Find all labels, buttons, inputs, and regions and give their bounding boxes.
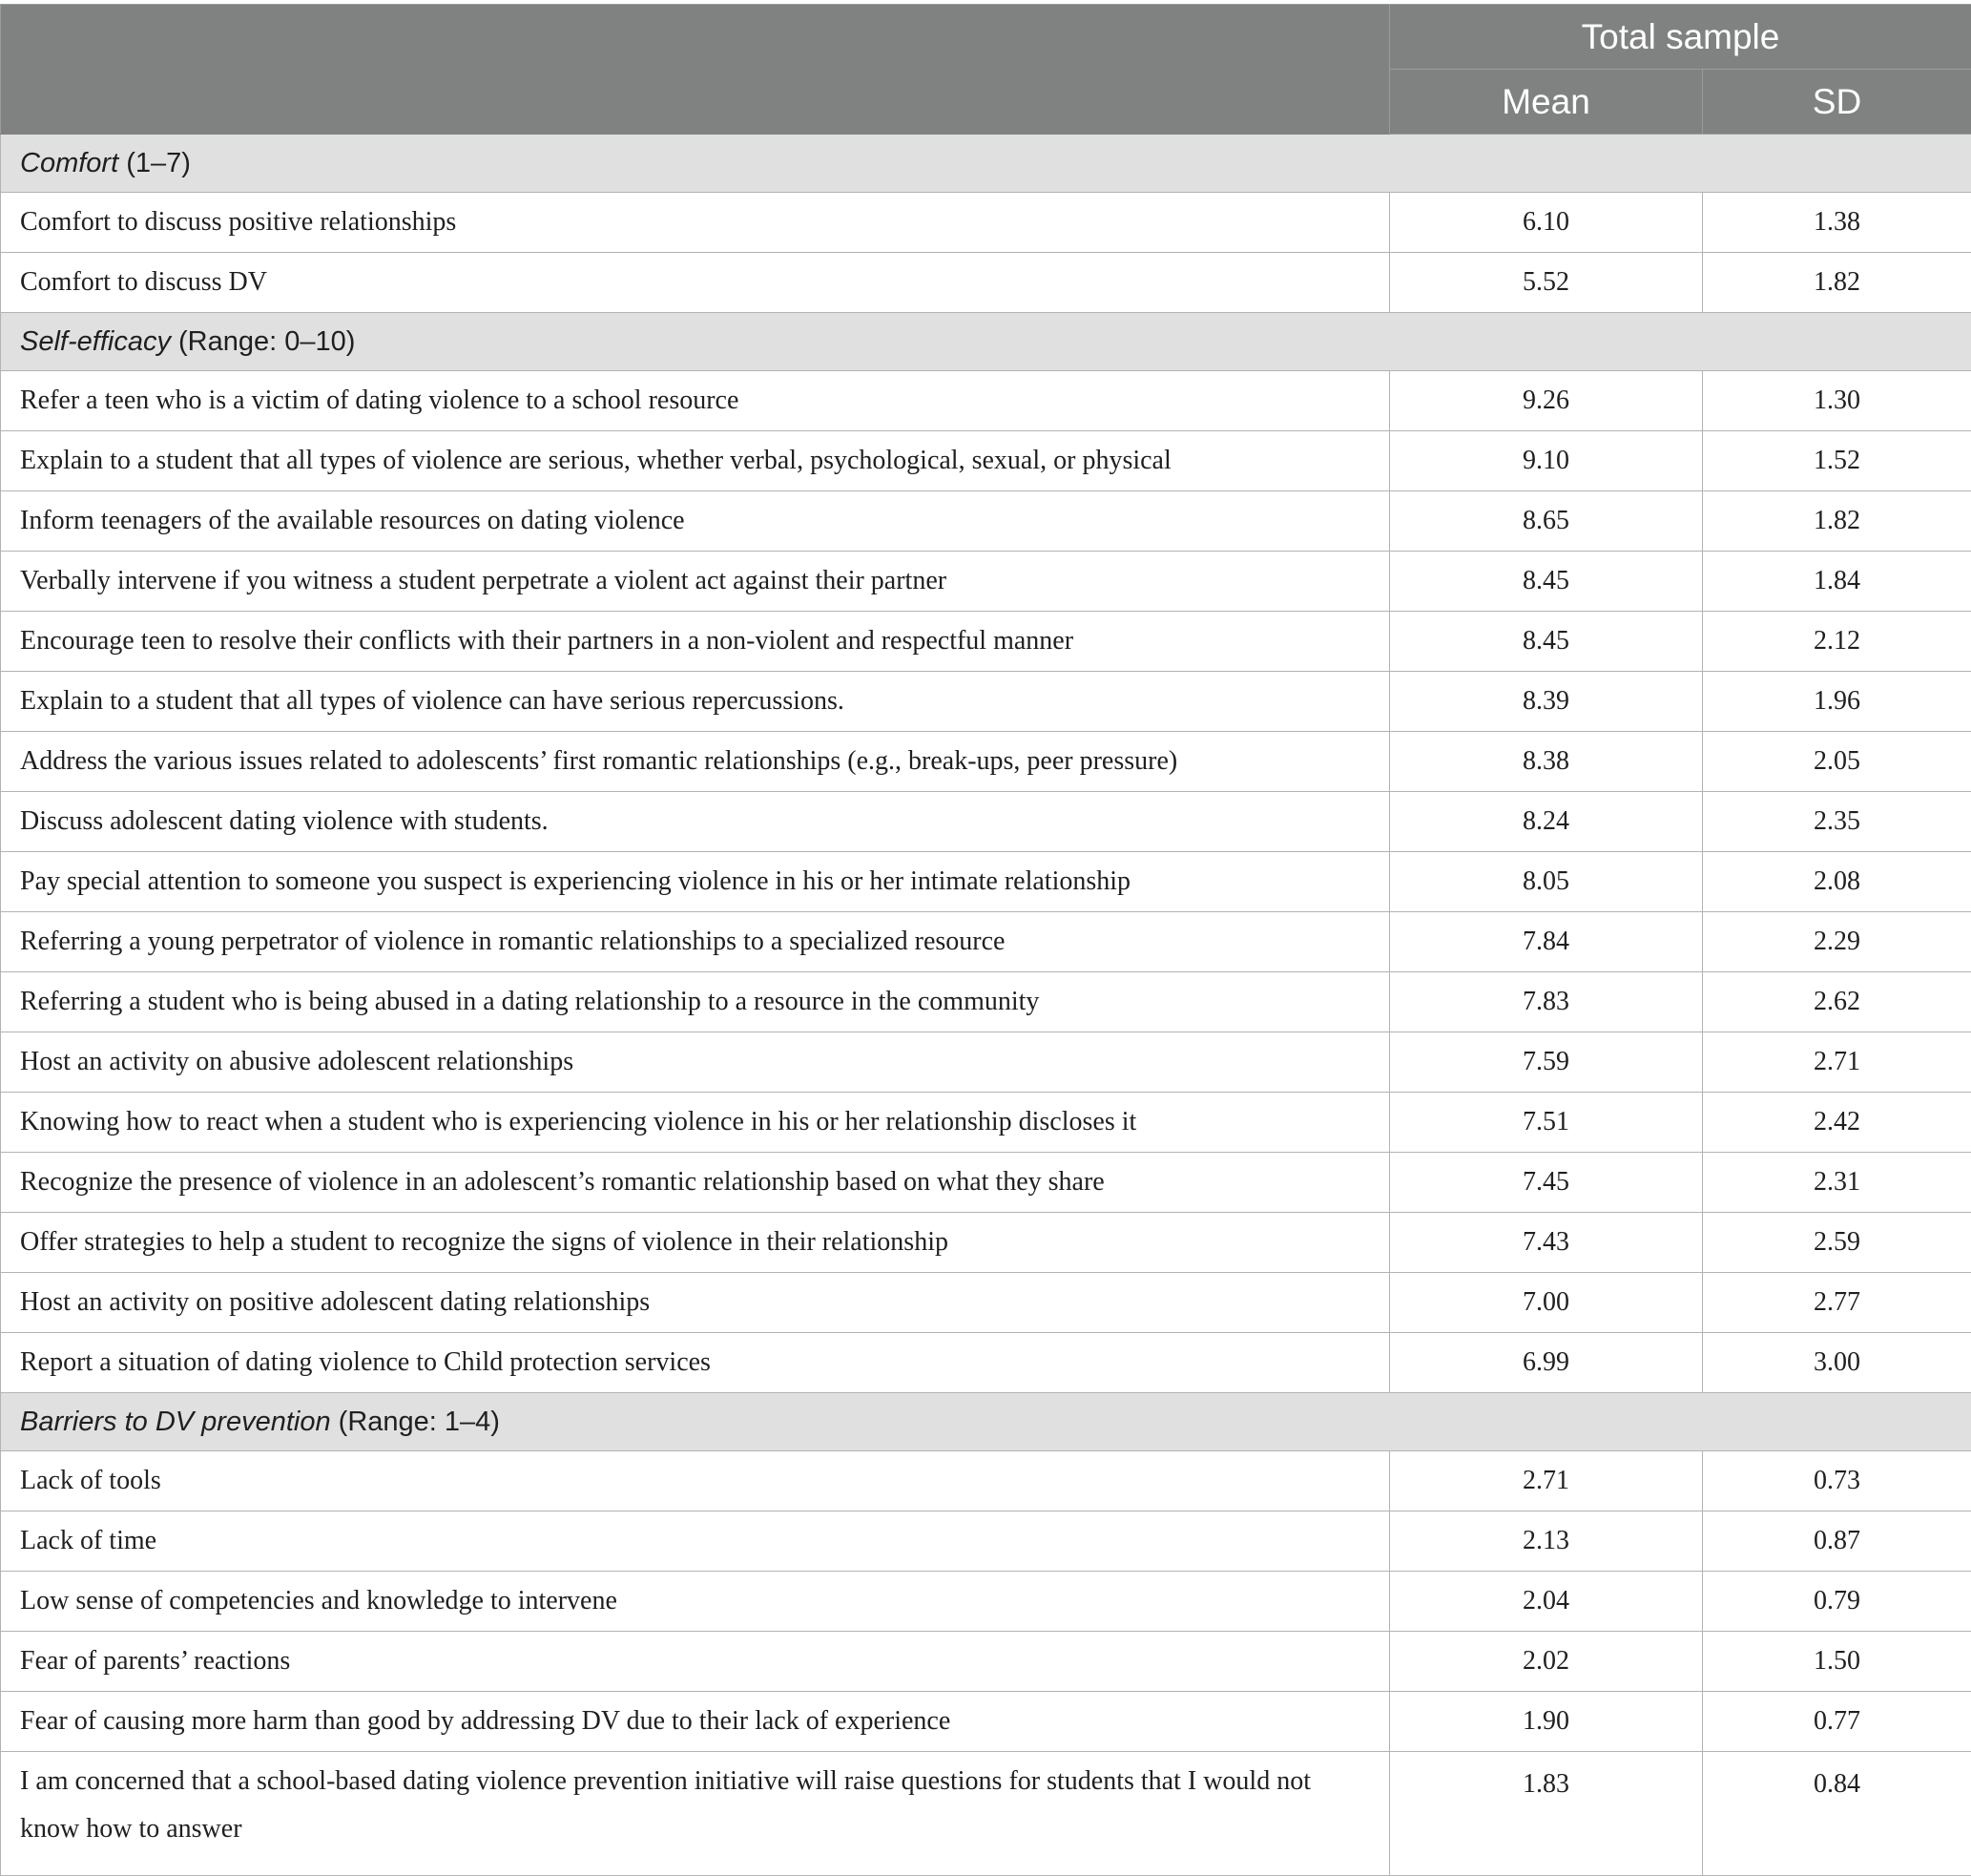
table-row [1,852,1971,912]
row-mean: 9.10 [1390,431,1703,491]
row-label: Lack of tools [1,1451,1390,1511]
row-label: I am concerned that a school-based dating violence prevention initiative will raise questions for students that I would not know how to answer [1,1752,1390,1876]
table-row [1,672,1971,732]
row-sd: 2.59 [1703,1213,1971,1273]
table-row [1,1153,1971,1213]
row-label: Discuss adolescent dating violence with students. [1,792,1390,852]
row-label: Comfort to discuss positive relationships [1,193,1390,253]
row-sd: 2.71 [1703,1032,1971,1093]
table-row [1,1632,1971,1692]
row-mean: 5.52 [1390,253,1703,313]
row-sd: 1.38 [1703,193,1971,253]
row-label: Host an activity on abusive adolescent relationships [1,1032,1390,1093]
row-label: Address the various issues related to adolescents’ first romantic relationships (e.g., break-ups, peer pressure) [1,732,1390,792]
table-row [1,431,1971,491]
table-row [1,371,1971,431]
table-row [1,1511,1971,1572]
row-label: Encourage teen to resolve their conflicts with their partners in a non-violent and respectful manner [1,612,1390,672]
row-label: Low sense of competencies and knowledge to intervene [1,1572,1390,1632]
row-label: Report a situation of dating violence to Child protection services [1,1333,1390,1393]
row-sd: 1.96 [1703,672,1971,732]
table-row [1,972,1971,1032]
table-row [1,1333,1971,1393]
row-mean: 8.24 [1390,792,1703,852]
section-title: Self-efficacy [20,326,171,357]
row-mean: 8.65 [1390,491,1703,552]
row-mean: 6.10 [1390,193,1703,253]
table-row [1,1451,1971,1511]
table-row [1,1572,1971,1632]
table-row [1,1093,1971,1153]
section-range: (1–7) [126,148,191,178]
row-sd: 1.30 [1703,371,1971,431]
row-mean: 7.59 [1390,1032,1703,1093]
row-label: Referring a young perpetrator of violence in romantic relationships to a specialized resource [1,912,1390,972]
row-mean: 8.45 [1390,612,1703,672]
row-mean: 2.02 [1390,1632,1703,1692]
row-label: Lack of time [1,1511,1390,1572]
table-row [1,732,1971,792]
section-heading [1,313,1971,371]
row-label: Comfort to discuss DV [1,253,1390,313]
header-total-sample: Total sample [1390,5,1971,70]
row-sd: 1.50 [1703,1632,1971,1692]
table-row [1,552,1971,612]
row-sd: 1.82 [1703,253,1971,313]
row-sd: 2.77 [1703,1273,1971,1333]
row-mean: 8.39 [1390,672,1703,732]
table-row [1,912,1971,972]
row-mean: 1.83 [1390,1752,1703,1876]
row-mean: 7.51 [1390,1093,1703,1153]
row-label: Host an activity on positive adolescent dating relationships [1,1273,1390,1333]
row-sd: 2.31 [1703,1153,1971,1213]
table-header [1,5,1971,135]
row-label: Refer a teen who is a victim of dating violence to a school resource [1,371,1390,431]
results-table [0,4,1971,1876]
row-mean: 7.00 [1390,1273,1703,1333]
row-label: Offer strategies to help a student to recognize the signs of violence in their relationship [1,1213,1390,1273]
row-label: Fear of parents’ reactions [1,1632,1390,1692]
row-mean: 7.45 [1390,1153,1703,1213]
row-mean: 9.26 [1390,371,1703,431]
table-row [1,792,1971,852]
table-row [1,253,1971,313]
header-empty-cell [1,5,1390,135]
row-mean: 2.04 [1390,1572,1703,1632]
row-label: Knowing how to react when a student who is experiencing violence in his or her relationship discloses it [1,1093,1390,1153]
header-sd: SD [1703,70,1971,135]
row-mean: 2.71 [1390,1451,1703,1511]
row-label: Pay special attention to someone you suspect is experiencing violence in his or her intimate relationship [1,852,1390,912]
row-label: Verbally intervene if you witness a student perpetrate a violent act against their partner [1,552,1390,612]
table-row [1,1692,1971,1752]
section-title: Comfort [20,148,118,178]
section-range: (Range: 1–4) [339,1407,500,1437]
row-mean: 7.43 [1390,1213,1703,1273]
table-row [1,1032,1971,1093]
row-sd: 1.84 [1703,552,1971,612]
row-sd: 0.84 [1703,1752,1971,1876]
row-mean: 8.45 [1390,552,1703,612]
row-sd: 0.77 [1703,1692,1971,1752]
row-label: Recognize the presence of violence in an adolescent’s romantic relationship based on what they share [1,1153,1390,1213]
row-sd: 1.52 [1703,431,1971,491]
row-mean: 8.38 [1390,732,1703,792]
table-row [1,1213,1971,1273]
section-heading [1,135,1971,193]
table-row [1,193,1971,253]
row-sd: 2.35 [1703,792,1971,852]
row-mean: 7.83 [1390,972,1703,1032]
row-label: Fear of causing more harm than good by addressing DV due to their lack of experience [1,1692,1390,1752]
section-row [1,313,1971,371]
table-row [1,491,1971,552]
row-sd: 2.05 [1703,732,1971,792]
table-row [1,1273,1971,1333]
row-sd: 2.62 [1703,972,1971,1032]
section-range: (Range: 0–10) [178,326,355,357]
section-row [1,135,1971,193]
row-mean: 1.90 [1390,1692,1703,1752]
row-sd: 2.42 [1703,1093,1971,1153]
row-label: Explain to a student that all types of violence can have serious repercussions. [1,672,1390,732]
row-label: Inform teenagers of the available resources on dating violence [1,491,1390,552]
section-title: Barriers to DV prevention [20,1407,331,1437]
row-sd: 0.73 [1703,1451,1971,1511]
row-mean: 6.99 [1390,1333,1703,1393]
row-mean: 2.13 [1390,1511,1703,1572]
row-label: Referring a student who is being abused in a dating relationship to a resource in the community [1,972,1390,1032]
table-row [1,612,1971,672]
row-sd: 2.29 [1703,912,1971,972]
row-sd: 1.82 [1703,491,1971,552]
row-sd: 3.00 [1703,1333,1971,1393]
row-label: Explain to a student that all types of violence are serious, whether verbal, psychological, sexual, or physical [1,431,1390,491]
section-row [1,1393,1971,1451]
section-heading [1,1393,1971,1451]
table-body [1,135,1971,1876]
row-sd: 0.79 [1703,1572,1971,1632]
table-row [1,1752,1971,1876]
row-mean: 7.84 [1390,912,1703,972]
header-mean: Mean [1390,70,1703,135]
row-sd: 0.87 [1703,1511,1971,1572]
row-sd: 2.08 [1703,852,1971,912]
row-mean: 8.05 [1390,852,1703,912]
row-sd: 2.12 [1703,612,1971,672]
